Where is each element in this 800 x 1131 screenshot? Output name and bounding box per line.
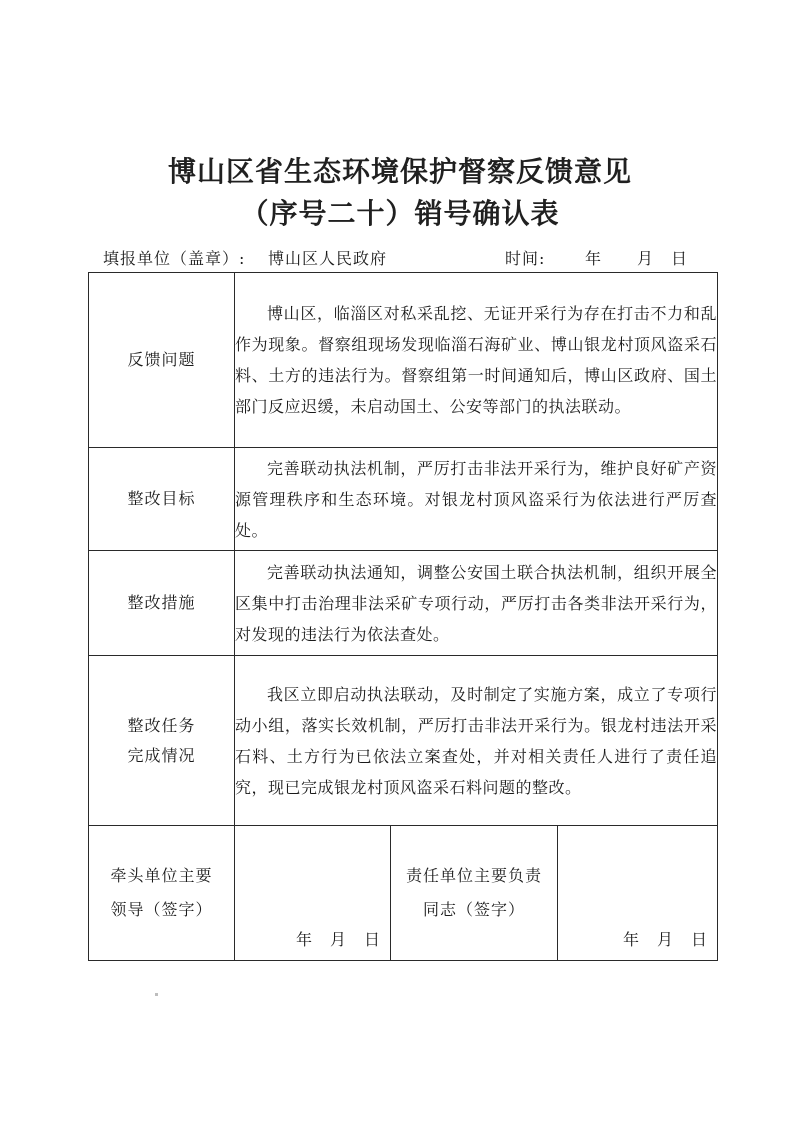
header-date-year: 年	[585, 249, 602, 268]
table-row	[89, 656, 718, 826]
table-row	[89, 551, 718, 656]
unit-label: 填报单位（盖章）:	[103, 249, 246, 268]
scan-speck	[155, 993, 158, 996]
row-label-completion-line2: 完成情况	[127, 745, 196, 765]
row-label-measures: 整改措施	[89, 551, 235, 656]
unit-value: 博山区人民政府	[268, 249, 388, 268]
lead-date-day: 日	[363, 930, 380, 949]
resp-signature-label-cell	[391, 826, 558, 961]
header-date-month: 月	[637, 249, 654, 268]
row-content-goal: 完善联动执法机制，严厉打击非法开采行为，维护良好矿产资源管理秩序和生态环境。对银龙村顶风盗采行为依法进行严厉查处。	[235, 448, 718, 551]
row-content-feedback: 博山区，临淄区对私采乱挖、无证开采行为存在打击不力和乱作为现象。督察组现场发现临淄石海矿业、博山银龙村顶风盗采石料、土方的违法行为。督察组第一时间通知后，博山区政府、国土部门反应迟缓，未启动国土、公安等部门的执法联动。	[235, 273, 718, 448]
resp-date-month: 月	[656, 930, 673, 949]
lead-date-year: 年	[295, 930, 312, 949]
lead-signature-label-line2: 领导（签字）	[110, 900, 213, 919]
resp-signature-label-line1: 责任单位主要负责	[405, 866, 542, 885]
confirmation-table	[88, 272, 718, 961]
table-row	[89, 448, 718, 551]
lead-date-month: 月	[329, 930, 346, 949]
time-label: 时间:	[505, 249, 546, 268]
table-row	[89, 273, 718, 448]
resp-date-year: 年	[622, 930, 639, 949]
row-label-completion	[89, 656, 235, 826]
resp-signature-field[interactable]	[558, 826, 718, 961]
row-label-completion-line1: 整改任务	[127, 715, 196, 735]
document-title-line1: 博山区省生态环境保护督察反馈意见	[167, 155, 632, 188]
header-date	[585, 246, 687, 269]
row-label-feedback: 反馈问题	[89, 273, 235, 448]
resp-date-day: 日	[691, 930, 708, 949]
resp-signature-label-line2: 同志（签字）	[422, 900, 525, 919]
row-content-completion: 我区立即启动执法联动，及时制定了实施方案，成立了专项行动小组，落实长效机制，严厉打击非法开采行为。银龙村违法开采石料、土方行为已依法立案查处，并对相关责任人进行了责任追究，现已完成银龙村顶风盗采石料问题的整改。	[235, 656, 718, 826]
resp-signature-date	[623, 927, 707, 950]
row-content-measures: 完善联动执法通知，调整公安国土联合执法机制，组织开展全区集中打击治理非法采矿专项行动，严厉打击各类非法开采行为，对发现的违法行为依法查处。	[235, 551, 718, 656]
document-title-line2: （序号二十）销号确认表	[240, 197, 560, 230]
signature-row	[89, 826, 718, 961]
lead-signature-field[interactable]	[235, 826, 391, 961]
row-label-goal: 整改目标	[89, 448, 235, 551]
lead-signature-label-line1: 牵头单位主要	[110, 866, 213, 885]
header-date-day: 日	[671, 249, 688, 268]
lead-signature-date	[296, 927, 380, 950]
lead-signature-label-cell	[89, 826, 235, 961]
